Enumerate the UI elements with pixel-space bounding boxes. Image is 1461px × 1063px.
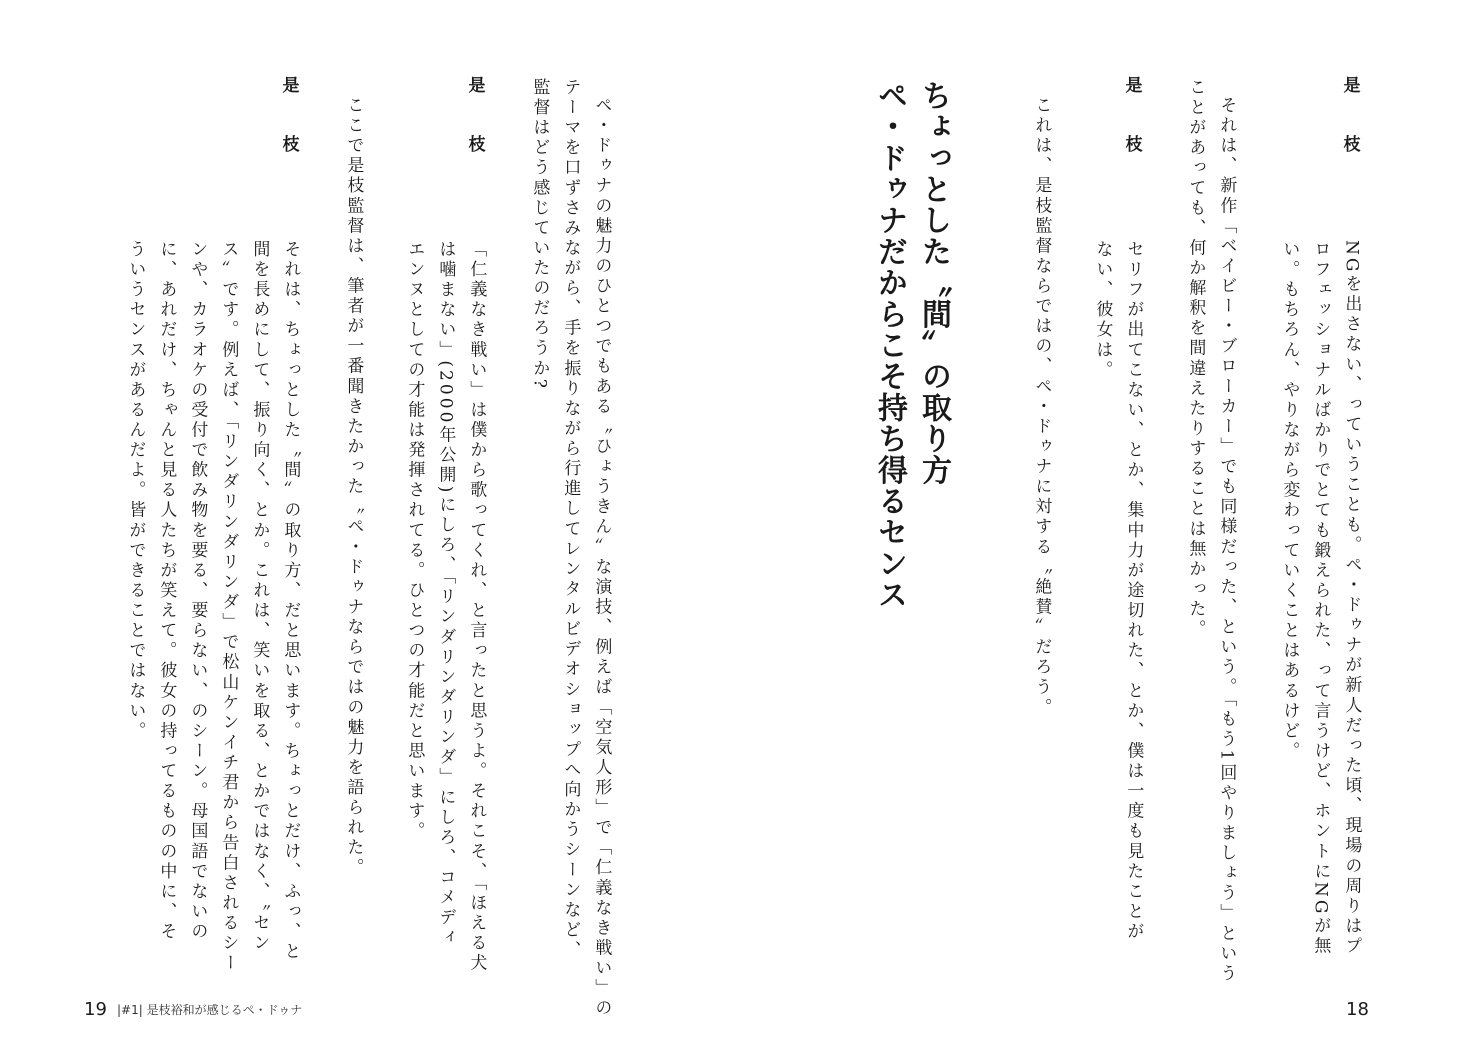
text-column: 監督はどう感じていたのだろうか? bbox=[529, 78, 550, 392]
heading-line-1: ちょっとした〝間〟の取り方 bbox=[916, 80, 951, 486]
speaker-kore: 是 bbox=[282, 76, 300, 96]
speaker-kore: 是 bbox=[468, 76, 486, 96]
text-column: セリフが出てこない、とか、集中力が途切れた、とか、僕は一度も見たことが bbox=[1123, 240, 1144, 943]
text-column: ス〟です。例えば、「リンダリンダリンダ」で松山ケンイチ君から告白されるシー bbox=[218, 240, 239, 974]
text-column: ンや、カラオケの受付で飲み物を要る、要らない、のシーン。母国語でないの bbox=[187, 240, 208, 943]
page-number-left: 19 bbox=[84, 999, 107, 1020]
heading-line-2: ペ・ドゥナだからこそ持ち得るセンス bbox=[872, 80, 907, 611]
text-column: 間を長めにして、振り向く、とか。これは、笑いを取る、とかではなく、〝セン bbox=[249, 240, 270, 954]
text-column: テーマを口ずさみながら、手を振りながら行進してレンタルビデオショップへ向かうシーンなど、 bbox=[560, 78, 581, 961]
text-column: ロフェッショナルばかりでとても鍛えられた、って言うけど、ホントにNGが無 bbox=[1310, 240, 1331, 957]
text-column: エンヌとしての才能は発揮されてる。ひとつの才能だと思います。 bbox=[404, 240, 425, 842]
text-column: それは、ちょっとした〝間〟の取り方、だと思います。ちょっとだけ、ふっ、と bbox=[280, 240, 301, 963]
text-column: ここで是枝監督は、筆者が一番聞きたかった〝ペ・ドゥナならではの魅力を語られた。 bbox=[343, 96, 364, 879]
running-head: |#1| 是枝裕和が感じるペ・ドゥナ bbox=[117, 1003, 303, 1017]
speaker-eda: 枝 bbox=[1343, 135, 1361, 155]
text-column: ない、彼女は。 bbox=[1092, 240, 1113, 381]
text-column: に、あれだけ、ちゃんと見る人たちが笑えて。彼女の持ってるものの中に、そ bbox=[156, 240, 177, 943]
text-column: 「仁義なき戦い」は僕から歌ってくれ、と言ったと思うよ。それこそ、「ほえる犬 bbox=[466, 240, 487, 974]
speaker-kore: 是 bbox=[1343, 76, 1361, 96]
speaker-kore: 是 bbox=[1125, 76, 1143, 96]
text-column: ことがあっても、何か解釈を間違えたりすることは無かった。 bbox=[1185, 78, 1206, 640]
speaker-eda: 枝 bbox=[468, 135, 486, 155]
text-column: NGを出さない、っていうことも。ペ・ドゥナが新人だった頃、現場の周りはプ bbox=[1341, 240, 1362, 957]
page-number-right: 18 bbox=[1346, 999, 1369, 1020]
text-column: い。もちろん、やりながら変わっていくことはあるけど。 bbox=[1279, 240, 1300, 762]
text-column: は噛まない」(2000年公開)にしろ、「リンダリンダリンダ」にしろ、コメディ bbox=[435, 240, 456, 949]
text-column: ペ・ドゥナの魅力のひとつでもある〝ひょうきん〟な演技、例えば「空気人形」で「仁義なき戦い」の bbox=[591, 96, 612, 1019]
speaker-eda: 枝 bbox=[282, 135, 300, 155]
speaker-eda: 枝 bbox=[1125, 135, 1143, 155]
text-column: それは、新作「ベイビー・ブローカー」でも同様だった、という。「もう1回やりましょう」という bbox=[1216, 96, 1237, 985]
text-column: これは、是枝監督ならではの、ペ・ドゥナに対する〝絶賛〟だろう。 bbox=[1031, 96, 1052, 718]
text-column: ういうセンスがあるんだよ。皆ができることではない。 bbox=[125, 240, 146, 742]
